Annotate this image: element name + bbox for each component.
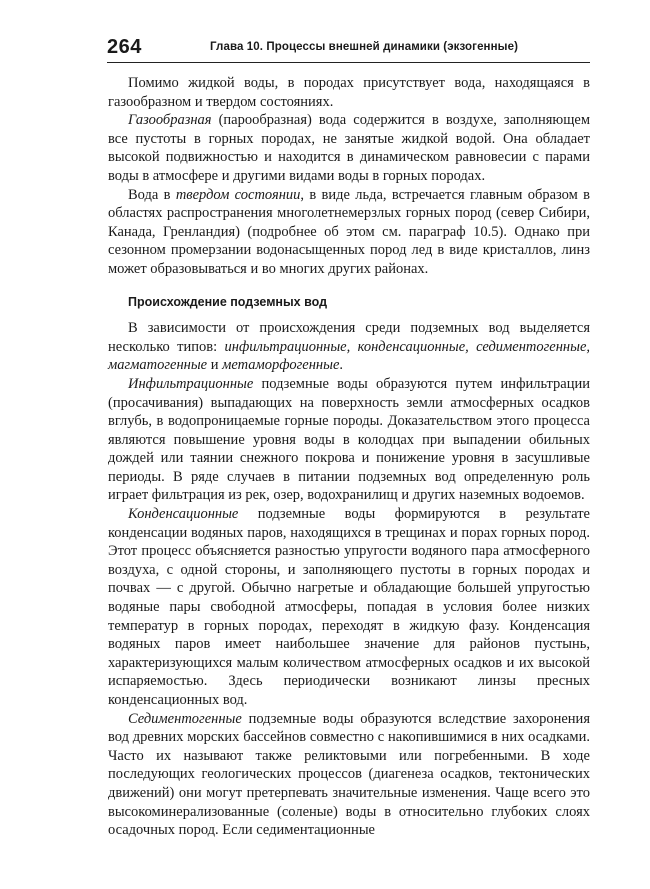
- running-header: [107, 36, 590, 63]
- chapter-title: Глава 10. Процессы внешней динамики (экзогенные): [210, 41, 518, 53]
- term-condensation: Конденсационные: [128, 506, 239, 523]
- page-number: 264: [107, 36, 142, 58]
- paragraph-intro: [108, 74, 590, 111]
- paragraph-sedimentogenic: [108, 710, 590, 840]
- term-metamorphogenic: метаморфогенные: [222, 357, 340, 374]
- paragraph-text: , в виде льда, встречается главным образом в областях распространения многолетнемерзлых горных пород (север Сибири, Канада, Гренландия) (подробнее об этом см. параграф 10.5). Однако при сезонном промерзании водонасыщенных пород лед в виде кристаллов, линз может образовываться и во многих других районах.: [108, 186, 590, 277]
- paragraph-gaseous-water: [108, 111, 590, 185]
- term-infiltration: Инфильтрационные: [128, 375, 254, 392]
- conjunction: и: [207, 357, 223, 374]
- paragraph-condensation: [108, 505, 590, 710]
- paragraph-types: [108, 319, 590, 375]
- paragraph-solid-water: [108, 186, 590, 279]
- paragraph-end: .: [339, 357, 344, 374]
- paragraph-lead: В зависимости от происхождения среди подземных вод выделяется несколько типов:: [108, 320, 590, 355]
- paragraph-text: (парообразная) вода содержится в воздухе, заполняющем все пустоты в горных породах, не занятые жидкой водой. Она обладает высокой подвижностью и находится в динамическом равновесии с парами воды в атмосфере и другими видами воды в горных породах.: [108, 112, 590, 184]
- paragraph-lead: Вода в: [128, 186, 176, 203]
- paragraph-text: подземные воды формируются в результате конденсации водяных паров, находящихся в трещинах и порах горных пород. Этот процесс объясняется разностью упругости водяного пара атмосферного воздуха, с одной стороны, и заполняющего пустоты в горных породах и почвах — с другой. Обычно нагретые и обладающие большей упругостью водяные пары свободной атмосферы, попадая в условия более низких температур в горных породах, переходят в жидкую фазу. Конденсация водяных паров имеет наибольшее значение для районов пустынь, характеризующихся малым количеством атмосферных осадков и их высокой испаряемостью. Здесь периодически возникают линзы пресных конденсационных вод.: [108, 506, 590, 708]
- section-heading: Происхождение подземных вод: [128, 294, 328, 309]
- term-solid-state: твердом состоянии: [175, 186, 301, 203]
- paragraph-infiltration: [108, 375, 590, 505]
- term-sedimentogenic: Седиментогенные: [128, 710, 242, 727]
- page-body: [108, 74, 590, 840]
- term-gaseous: Газообразная: [128, 112, 212, 129]
- paragraph-text: Помимо жидкой воды, в породах присутствует вода, находящаяся в газообразном и твердом состояниях.: [108, 75, 590, 110]
- paragraph-text: подземные воды образуются путем инфильтрации (просачивания) выпадающих на поверхность земли атмосферных осадков вглубь, в водопроницаемые горные породы. Доказательством этого процесса являются повышение уровня воды в колодцах при выпадении обильных дождей или таянии снежного покрова и понижение уровня в засушливые периоды. В ряде случаев в питании подземных вод определенную роль играет фильтрация из рек, озер, водохранилищ и других наземных водоемов.: [108, 375, 590, 504]
- term-types-list: инфильтрационные, конденсационные, седиментогенные, магматогенные: [108, 338, 590, 374]
- paragraph-text: подземные воды образуются вследствие захоронения вод древних морских бассейнов совместно с накопившимися в них осадками. Часто их называют также реликтовыми или погребенными. В ходе последующих геологических процессов (диагенеза осадков, тектонических движений) они могут претерпевать значительные изменения. Чаще всего это высокоминерализованные (соленые) воды в относительно глубоких слоях осадочных пород. Если седиментационные: [108, 710, 590, 839]
